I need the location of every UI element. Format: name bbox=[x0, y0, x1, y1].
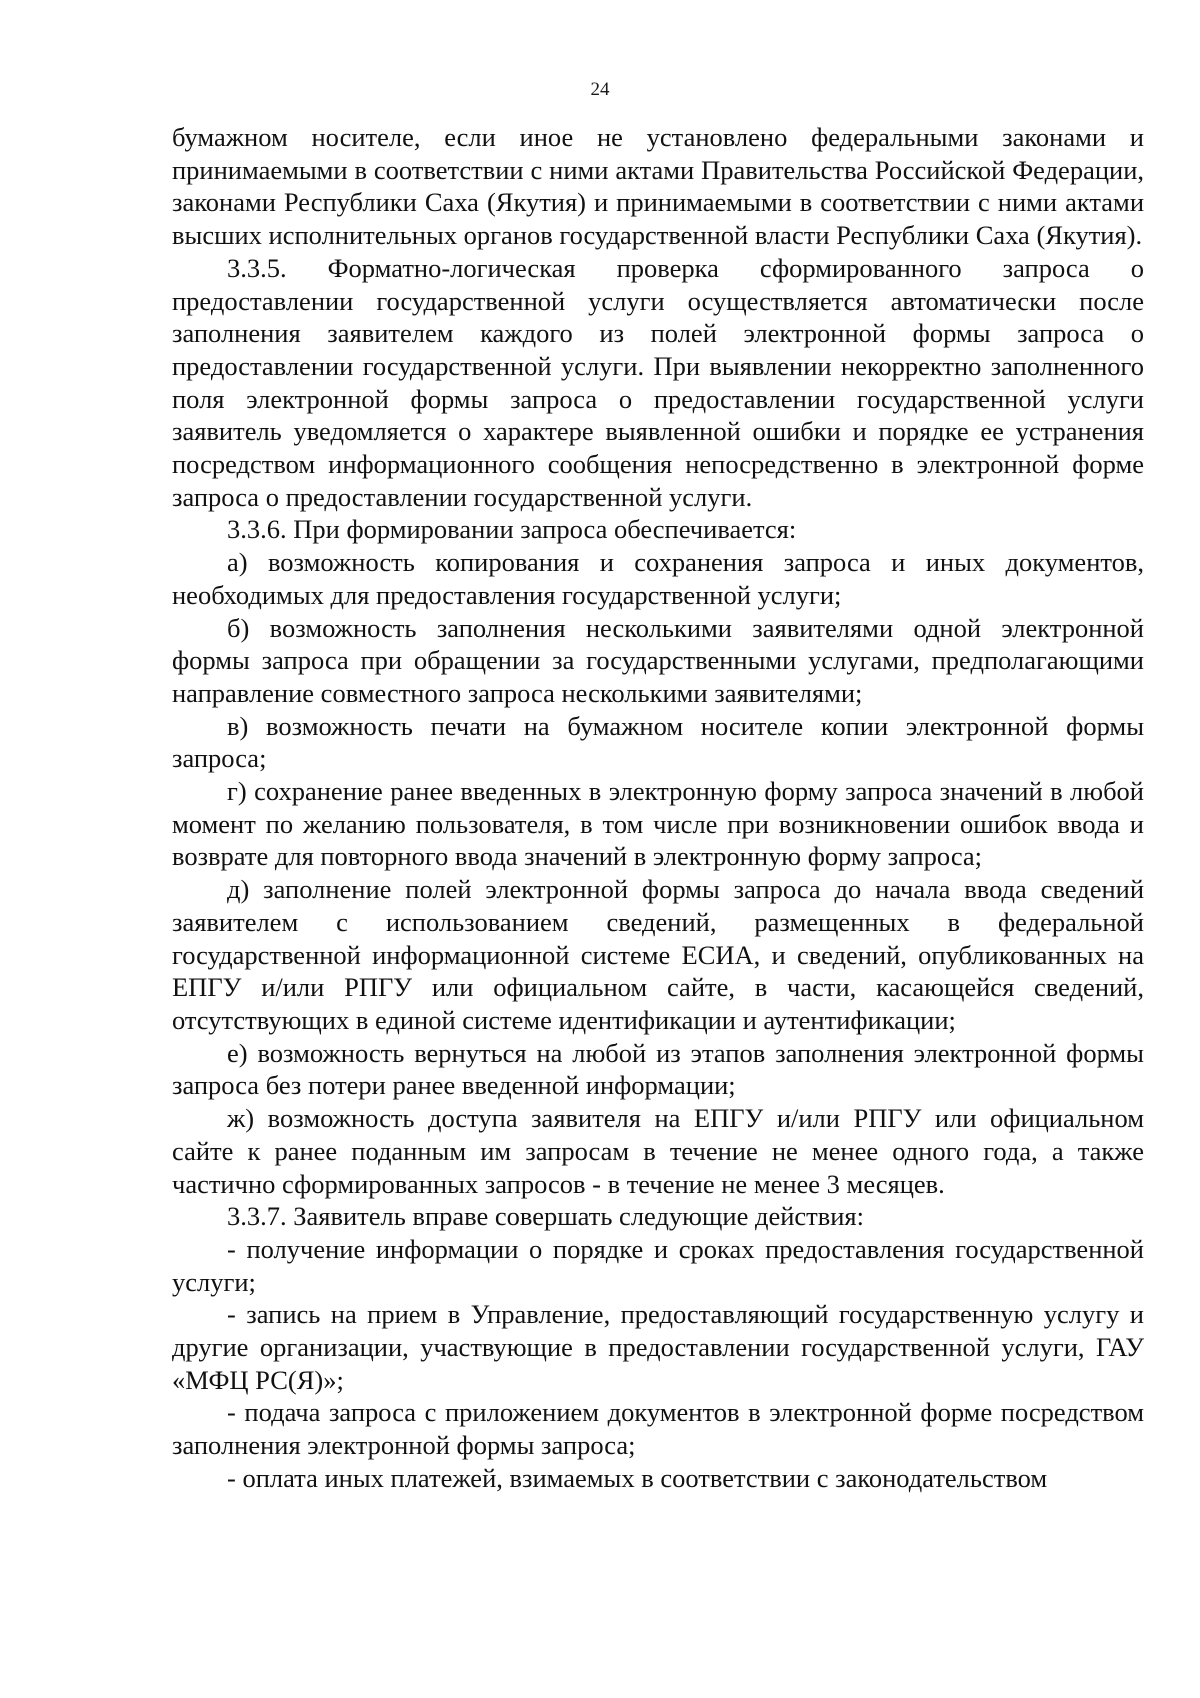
list-item-a: а) возможность копирования и сохранения запроса и иных документов, необходимых для предоставления государственной услуги; bbox=[172, 547, 1144, 610]
dash-item-appointment: - запись на прием в Управление, предоставляющий государственную услугу и другие организации, участвующие в предоставлении государственной услуги, ГАУ «МФЦ РС(Я)»; bbox=[172, 1299, 1144, 1395]
dash-item-information: - получение информации о порядке и сроках предоставления государственной услуги; bbox=[172, 1233, 1144, 1297]
dash-item-payment: - оплата иных платежей, взимаемых в соответствии с законодательством bbox=[227, 1462, 1048, 1493]
paragraph-continuation: бумажном носителе, если иное не установлено федеральными законами и принимаемыми в соответствии с ними актами Правительства Российской Федерации, законами Республики Саха (Якутия) и принимаемыми в соответствии с ними актами высших исполнительных органов государственной власти Республики Саха (Якутия). bbox=[172, 122, 1144, 251]
list-item-e: е) возможность вернуться на любой из этапов заполнения электронной формы запроса без потери ранее введенной информации; bbox=[172, 1037, 1144, 1101]
list-item-v: в) возможность печати на бумажном носителе копии электронной формы запроса; bbox=[172, 710, 1144, 774]
page-number: 24 bbox=[590, 79, 610, 100]
list-item-b: б) возможность заполнения несколькими заявителями одной электронной формы запроса при обращении за государственными услугами, предполагающими направление совместного запроса несколькими заявителями; bbox=[172, 612, 1144, 708]
document-body bbox=[172, 121, 1144, 1495]
paragraph-3-3-5: 3.3.5. Форматно-логическая проверка сформированного запроса о предоставлении государственной услуги осуществляется автоматически после заполнения заявителем каждого из полей электронной формы запроса о предоставлении государственной услуги. При выявлении некорректно заполненного поля электронной формы запроса о предоставлении государственной услуги заявитель уведомляется о характере выявленной ошибки и порядке ее устранения посредством информационного сообщения непосредственно в электронной форме запроса о предоставлении государственной услуги. bbox=[172, 252, 1144, 512]
paragraph-3-3-7: 3.3.7. Заявитель вправе совершать следующие действия: bbox=[227, 1201, 864, 1232]
list-item-zh: ж) возможность доступа заявителя на ЕПГУ и/или РПГУ или официальном сайте к ранее поданным им запросам в течение не менее одного года, а также частично сформированных запросов - в течение не менее 3 месяцев. bbox=[172, 1103, 1144, 1199]
paragraph-3-3-6: 3.3.6. При формировании запроса обеспечивается: bbox=[227, 514, 797, 545]
list-item-d: д) заполнение полей электронной формы запроса до начала ввода сведений заявителем с использованием сведений, размещенных в федеральной государственной информационной системе ЕСИА, и сведений, опубликованных на ЕПГУ и/или РПГУ или официальном сайте, в части, касающейся сведений, отсутствующих в единой системе идентификации и аутентификации; bbox=[172, 874, 1144, 1035]
list-item-g: г) сохранение ранее введенных в электронную форму запроса значений в любой момент по желанию пользователя, в том числе при возникновении ошибок ввода и возврате для повторного ввода значений в электронную форму запроса; bbox=[172, 776, 1144, 872]
dash-item-submission: - подача запроса с приложением документов в электронной форме посредством заполнения электронной формы запроса; bbox=[172, 1397, 1144, 1461]
